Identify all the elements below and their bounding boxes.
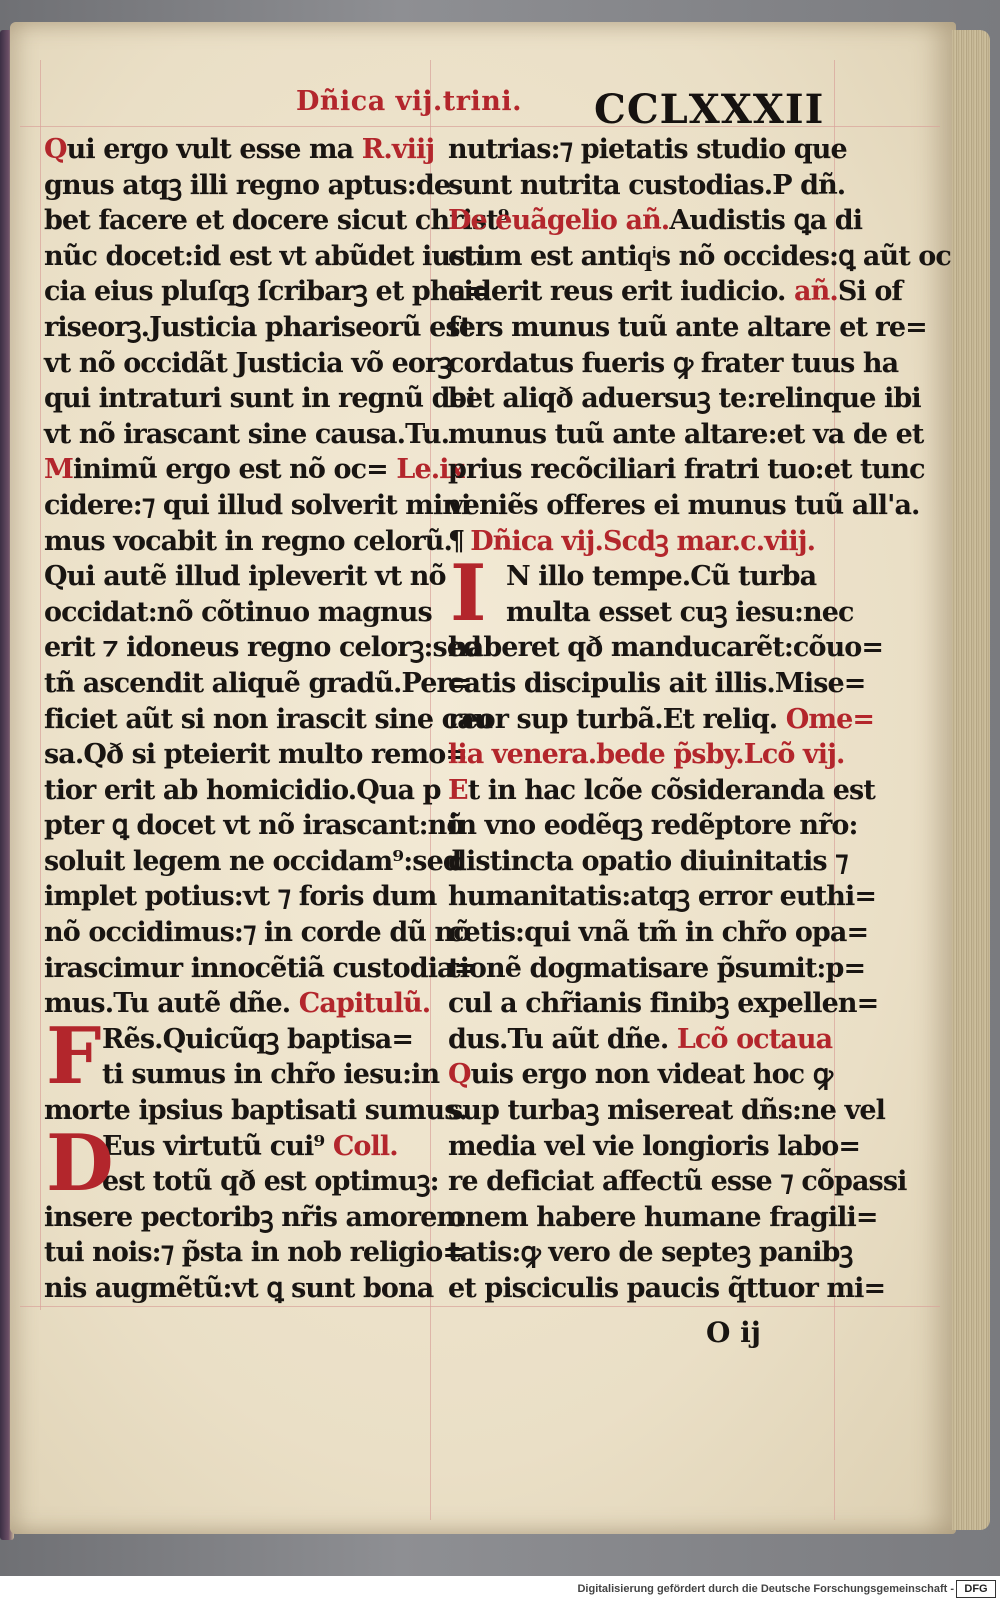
- body-text: Rẽs.Quicũqꝫ baptisa=: [102, 1023, 414, 1055]
- body-text: qui intraturi sunt in regnũ dei: [44, 383, 476, 415]
- body-text: sup turbaꝫ misereat dñs:ne vel: [448, 1095, 885, 1127]
- text-line: [448, 702, 875, 738]
- body-text: occidat:nõ cõtinuo magnus: [44, 596, 432, 628]
- text-line: [44, 844, 461, 880]
- body-text: gnus atqꝫ illi regno aptus:de: [44, 169, 451, 201]
- text-line: [44, 310, 472, 346]
- text-line: [448, 310, 927, 346]
- text-line: [44, 452, 464, 488]
- footer-credit: Digitalisierung gefördert durch die Deutsche Forschungsgemeinschaft -: [577, 1583, 954, 1595]
- body-text: mus.Tu autẽ dñe.: [44, 988, 291, 1020]
- text-line: [448, 844, 848, 880]
- text-line: [448, 630, 884, 666]
- text-line: [448, 1235, 853, 1271]
- body-text: vt nõ occidãt Justicia võ eorꝫ: [44, 347, 452, 379]
- rubric-text: Coll.: [324, 1130, 398, 1162]
- body-text: sa.Qð si pteierit multo remo=: [44, 739, 468, 771]
- body-text: in vno eodẽqꝫ redẽptore nr̃o:: [448, 810, 858, 842]
- rubric-text: Capitulũ.: [290, 988, 431, 1020]
- text-line: [448, 488, 920, 524]
- rubric-text: R.viij: [353, 134, 435, 165]
- text-line: [44, 346, 452, 382]
- body-text: sunt nutrita custodias.P dñ.: [448, 169, 846, 201]
- body-text: veniẽs offeres ei munus tuũ all'a.: [448, 489, 920, 521]
- body-text: onem habere humane fragili=: [448, 1201, 878, 1233]
- body-text: uis ergo non videat hoc ꝙ: [470, 1059, 833, 1091]
- text-line: [44, 915, 471, 951]
- body-text: inimũ ergo est nõ oc=: [73, 454, 388, 486]
- rubricated-initial: E: [448, 774, 468, 806]
- text-line: [448, 737, 845, 773]
- body-text: cia eius pluſqꝫ ſcribarꝫ et pha=: [44, 276, 487, 308]
- pilcrow-mark: ¶: [448, 525, 465, 557]
- text-line: [44, 773, 441, 809]
- text-line: [44, 630, 482, 666]
- signature-mark: O ij: [706, 1316, 761, 1349]
- body-text: nũc docet:id est vt abũdet iusti: [44, 240, 486, 272]
- body-text: riseorꝫ.Justicia phariseorũ est: [44, 311, 472, 343]
- body-text: tior erit ab homicidio.Qua p: [44, 774, 441, 806]
- body-text: Si of: [837, 276, 903, 308]
- text-line: [448, 1093, 885, 1129]
- rubric-text: Ome=: [777, 703, 875, 735]
- body-text: irascimur innocẽtiã custodia=: [44, 952, 476, 984]
- body-text: erit ⁊ idoneus regno celorꝫ:sed: [44, 632, 482, 664]
- rubric-text: añ.: [785, 276, 838, 308]
- body-text: nis augmẽtũ:vt ꝗ sunt bona: [44, 1273, 434, 1304]
- text-line: [44, 274, 487, 310]
- text-line: [44, 879, 437, 915]
- text-line: [448, 773, 875, 809]
- rubricated-initial: M: [44, 454, 73, 486]
- initial-capital: I: [450, 548, 487, 640]
- text-line: [448, 168, 846, 204]
- body-text: vt nõ irascant sine causa.Tu.: [44, 418, 450, 450]
- text-line: [448, 1200, 878, 1236]
- text-line: [448, 1057, 833, 1093]
- text-line: [448, 381, 921, 417]
- text-line: [448, 452, 925, 488]
- body-text: ui ergo vult esse ma: [66, 134, 354, 165]
- text-line: [448, 346, 899, 382]
- text-line: [44, 951, 476, 987]
- rubric-text: Le.ix: [387, 454, 464, 486]
- text-line: [448, 203, 863, 239]
- body-text: cetis:qui vnã tm̃ in chr̃o opa=: [448, 917, 869, 949]
- text-line: [448, 915, 869, 951]
- text-line: [44, 417, 450, 453]
- initial-capital: F: [46, 1011, 102, 1102]
- body-text: ciderit reus erit iudicio.: [448, 276, 786, 308]
- rubric-text: Lcõ octaua: [668, 1023, 833, 1055]
- body-text: nutrias:⁊ pietatis studio que: [448, 134, 847, 165]
- body-text: et pisciculis paucis q̃ttuor mi=: [448, 1273, 886, 1304]
- body-text: cidere:⁊ qui illud solverit mini: [44, 489, 471, 521]
- body-text: morte ipsius baptisati sumus.: [44, 1095, 468, 1127]
- body-text: nõ occidimus:⁊ in corde dũ nõ: [44, 917, 471, 949]
- text-line: [44, 239, 486, 275]
- rubric-text: lia venera.bede p̃sby.Lcõ vij.: [448, 739, 845, 771]
- text-line: [448, 1022, 833, 1058]
- body-text: bet aliqð aduersuꝫ te:relinque ibi: [448, 383, 921, 415]
- text-line: [44, 168, 451, 204]
- body-text: fers munus tuũ ante altare et re=: [448, 311, 927, 343]
- body-text: humanitatis:atqꝫ error euthi=: [448, 881, 877, 913]
- rubric-text: Dñica vij.Scdꝫ mar.c.viij.: [470, 525, 816, 557]
- body-text: mus vocabit in regno celorũ.: [44, 525, 452, 557]
- text-line: [448, 666, 866, 702]
- rubricated-initial: Q: [448, 1059, 471, 1091]
- text-line: [448, 524, 828, 560]
- text-line: [448, 951, 866, 987]
- body-text: N illo tempe.Cũ turba: [506, 561, 817, 593]
- body-text: soluit legem ne occidam⁹:sed: [44, 845, 461, 877]
- right-text-column: [448, 132, 951, 1307]
- text-line: [44, 488, 471, 524]
- text-line: [448, 274, 903, 310]
- text-line: [448, 239, 951, 275]
- folio-number: CCLXXXII: [594, 86, 825, 133]
- text-line: [448, 1129, 861, 1165]
- body-text: tatis:ꝙ vero de septeꝫ panibꝫ: [448, 1237, 853, 1269]
- text-line: [448, 417, 924, 453]
- body-text: cul a chr̃ianis finibꝫ expellen=: [448, 988, 879, 1020]
- body-text: prius recõciliari fratri tuo:et tunc: [448, 454, 925, 486]
- left-text-column: [44, 132, 509, 1307]
- body-text: est totũ qð est optimuꝫ:: [102, 1166, 439, 1198]
- text-line: [44, 203, 509, 239]
- body-text: tñ ascendit aliquẽ gradũ.Per=: [44, 667, 472, 699]
- text-line: [44, 559, 446, 595]
- body-text: Qui autẽ illud ipleverit vt nõ: [44, 561, 446, 593]
- text-line: [44, 808, 464, 844]
- body-text: bet facere et docere sicut christ⁹: [44, 205, 509, 237]
- body-text: tionẽ dogmatisare p̃sumit:p=: [448, 952, 866, 984]
- text-line: [44, 702, 493, 738]
- ruling-line: [40, 60, 41, 1310]
- text-line: [448, 986, 879, 1022]
- dfg-logo: DFG: [956, 1580, 996, 1598]
- text-line: [44, 595, 432, 631]
- text-line: [44, 381, 476, 417]
- page-fore-edge: [952, 30, 990, 1530]
- text-line: [448, 879, 877, 915]
- initial-capital: D: [46, 1117, 114, 1209]
- text-line: [44, 737, 468, 773]
- body-text: catis discipulis ait illis.Mise=: [448, 667, 866, 699]
- text-line: [448, 559, 828, 595]
- body-text: Eus virtutũ cui⁹: [102, 1130, 325, 1162]
- rubricated-initial: Q: [44, 134, 67, 165]
- text-line: [448, 808, 858, 844]
- text-line: [448, 1271, 886, 1307]
- body-text: dus.Tu aũt dñe.: [448, 1023, 669, 1055]
- text-line: [448, 1164, 907, 1200]
- body-text: tui nois:⁊ p̃sta in nob religio=: [44, 1237, 465, 1269]
- body-text: pter ꝗ docet vt nõ irascant:nõ: [44, 810, 464, 842]
- body-text: munus tuũ ante altare:et va de et: [448, 418, 924, 450]
- text-line: [44, 524, 452, 560]
- body-text: haberet qð manducarẽt:cõuo=: [448, 632, 884, 664]
- body-text: implet potius:vt ⁊ foris dum: [44, 881, 437, 913]
- text-line: [44, 1271, 434, 1307]
- text-line: [448, 132, 847, 168]
- body-text: reor sup turbã.Et reliq.: [448, 703, 778, 735]
- body-text: ficiet aũt si non irascit sine cau: [44, 703, 493, 735]
- running-title: Dñica vij.trini.: [296, 86, 522, 117]
- text-line: [448, 595, 854, 631]
- text-line: [44, 666, 472, 702]
- body-text: cordatus fueris ꝙ frater tuus ha: [448, 347, 899, 379]
- body-text: ti sumus in chr̃o iesu:in: [102, 1059, 440, 1091]
- text-line: [44, 1235, 465, 1271]
- body-text: insere pectoribꝫ nr̃is amorem: [44, 1201, 465, 1233]
- body-text: t in hac lcõe cõsideranda est: [467, 774, 875, 806]
- body-text: media vel vie longioris labo=: [448, 1130, 861, 1162]
- body-text: re deficiat affectũ esse ⁊ cõpassi: [448, 1166, 907, 1198]
- body-text: ctum est antiqͥs nõ occides:ꝗ aũt oc: [448, 240, 951, 272]
- rubric-text: De euãgelio añ.: [448, 205, 670, 237]
- body-text: distincta opatio diuinitatis ⁊: [448, 845, 848, 877]
- body-text: multa esset cuꝫ iesu:nec: [506, 596, 854, 628]
- text-line: [44, 132, 435, 168]
- body-text: Audistis ꝗa di: [669, 205, 863, 237]
